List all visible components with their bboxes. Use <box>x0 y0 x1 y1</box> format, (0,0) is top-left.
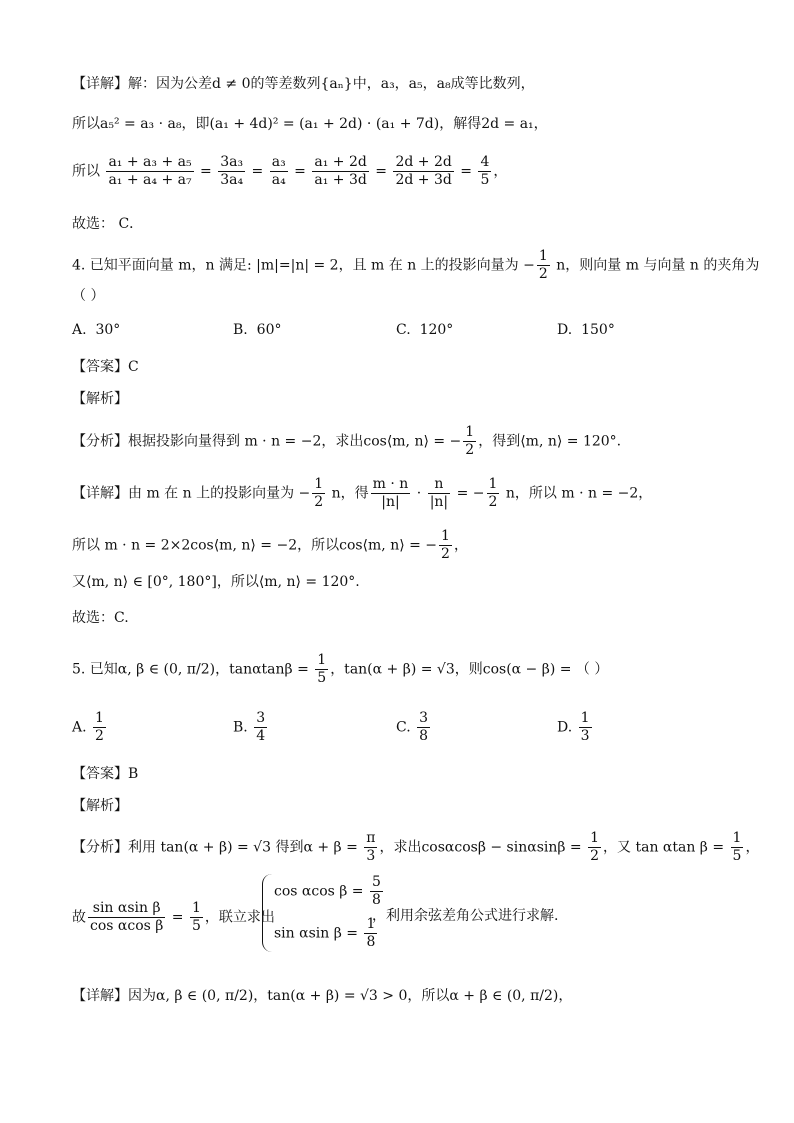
s3-text-1: 解：因为公差d ≠ 0的等差数列{aₙ}中，a₃，a₅，a₈成等比数列， <box>128 76 535 92</box>
fraction: $\frac{1}{5}$ <box>317 652 327 686</box>
fraction: $\frac{2d + 2d}{2d + 3d}$ <box>395 154 452 188</box>
s3-line-3: 所以 $\frac{\text{a₁ + a₃ + a₅}}{\text{a₁ + a₄ + a₇}}$ = $\frac{\text{3a₃}}{\text{3a₄}}$ = $\frac{\text{a₃}}{\text{a₄}}$ = $\frac{\text{a₁ + 2d}}{\text{a₁ + 3d}}$ = $\frac{2d + 2d}{2d + 3d}$ = $\frac{4}{5}$ ， <box>72 154 508 188</box>
system-brace <box>262 874 273 952</box>
q5-system-1: cos αcos β = $\frac{5}{8}$ <box>274 874 381 908</box>
fraction: $\frac{1}{8}$ <box>366 916 376 950</box>
q4-option-c: C. 120° <box>396 322 454 338</box>
q5-option-d: D. $\frac{1}{3}$ <box>557 710 590 744</box>
q4-final: 故选：C. <box>72 610 129 626</box>
fraction: $\frac{1}{2}$ <box>441 528 450 562</box>
q5-line-2-tail: ，利用余弦差角公式进行求解. <box>372 908 559 924</box>
fraction: $\frac{\text{3a₃}}{\text{3a₄}}$ <box>220 154 244 188</box>
q4-detail: 【详解】由 m 在 n 上的投影向量为 − $\frac{1}{2}$ n，得 $\frac{m \cdot n}{|n|}$ · $\frac{n}{|n|}$ = − $\frac{1}{2}$ n，所以 m · n = −2， <box>72 476 653 510</box>
fraction: $\frac{5}{8}$ <box>372 874 381 908</box>
q4-analysis-tag: 【解析】 <box>72 391 128 407</box>
q5-option-c: C. $\frac{3}{8}$ <box>396 710 429 744</box>
s3-text-2: 所以a₅² = a₃ · a₈，即(a₁ + 4d)² = (a₁ + 2d) · (a₁ + 7d)，解得2d = a₁， <box>72 116 548 132</box>
q4-option-a: A. 30° <box>72 322 121 338</box>
fraction: $\frac{m \cdot n}{|n|}$ <box>372 476 409 510</box>
fraction: $\frac{1}{2}$ <box>590 830 600 864</box>
fraction: $\frac{1}{2}$ <box>314 476 324 510</box>
interval: (0, π/2) <box>201 988 254 1004</box>
q5-detail: 【详解】因为α, β ∈ (0, π/2)，tan(α + β) = √3 > 0，所以α + β ∈ (0, π/2)， <box>72 988 573 1004</box>
s3-line-2 <box>72 114 548 134</box>
q4-option-d: D. 150° <box>557 322 615 338</box>
s3-line-1 <box>72 74 535 94</box>
fraction: $\frac{\text{sin αsin β}}{\text{cos αcos β}}$ <box>90 900 164 934</box>
s3-answer: 故选： C． <box>72 216 144 232</box>
interval: (0, π/2) <box>506 988 559 1004</box>
q5-stem: 5. 已知α, β ∈ (0, π/2)，tanαtanβ = $\frac{1}{5}$ ，tan(α + β) = √3，则cos(α − β) = （ ） <box>72 652 609 686</box>
fraction: $\frac{\pi}{3}$ <box>366 830 376 864</box>
fraction: $\frac{1}{2}$ <box>538 248 548 282</box>
q5-answer: 【答案】B <box>72 766 139 782</box>
q5-line-2: 故 $\frac{\text{sin αsin β}}{\text{cos αcos β}}$ = $\frac{1}{5}$ ，联立求出 <box>72 900 275 934</box>
q4-stem: 4. 已知平面向量 m，n 满足: |m|=|n| = 2，且 m 在 n 上的投影向量为 − $\frac{1}{2}$ n，则向量 m 与向量 n 的夹角为 <box>72 248 760 282</box>
q4-line-2: 所以 m · n = 2×2cos⟨m, n⟩ = −2，所以cos⟨m, n⟩ = − $\frac{1}{2}$ ， <box>72 528 468 562</box>
q5-fenxi: 【分析】利用 tan(α + β) = √3 得到α + β = $\frac{\pi}{3}$ ，求出cosαcosβ − sinαsinβ = $\frac{1}{2}$ ，又 tan αtan β = $\frac{1}{5}$ ， <box>72 830 760 864</box>
q5-system-2: sin αsin β = $\frac{1}{8}$ <box>274 916 376 950</box>
interval: (0, π/2) <box>163 661 216 678</box>
q4-paren: （ ） <box>72 288 105 304</box>
fraction: $\frac{\text{a₃}}{\text{a₄}}$ <box>271 154 286 188</box>
fraction: $\frac{n}{|n|}$ <box>429 476 449 510</box>
fraction: $\frac{1}{5}$ <box>732 830 742 864</box>
q5-option-b: B. $\frac{3}{4}$ <box>233 710 266 744</box>
fraction: $\frac{1}{5}$ <box>192 900 201 934</box>
fraction: $\frac{1}{2}$ <box>465 424 475 458</box>
q4-option-b: B. 60° <box>233 322 282 338</box>
fraction: $\frac{1}{2}$ <box>488 476 498 510</box>
s3-prefix: 所以 <box>72 163 100 180</box>
fraction: $\frac{4}{5}$ <box>480 154 490 188</box>
fraction: $\frac{\text{a₁ + 2d}}{\text{a₁ + 3d}}$ <box>314 154 367 188</box>
q5-analysis-tag: 【解析】 <box>72 798 128 814</box>
detail-tag: 【详解】 <box>72 76 128 92</box>
q4-answer: 【答案】C <box>72 359 139 375</box>
q4-line-3: 又⟨m, n⟩ ∈ [0°, 180°]，所以⟨m, n⟩ = 120°. <box>72 574 360 590</box>
fraction: $\frac{\text{a₁ + a₃ + a₅}}{\text{a₁ + a₄ + a₇}}$ <box>108 154 192 188</box>
q4-fenxi: 【分析】根据投影向量得到 m · n = −2，求出cos⟨m, n⟩ = − $\frac{1}{2}$ ，得到⟨m, n⟩ = 120°. <box>72 424 622 458</box>
q5-option-a: A. $\frac{1}{2}$ <box>72 710 104 744</box>
